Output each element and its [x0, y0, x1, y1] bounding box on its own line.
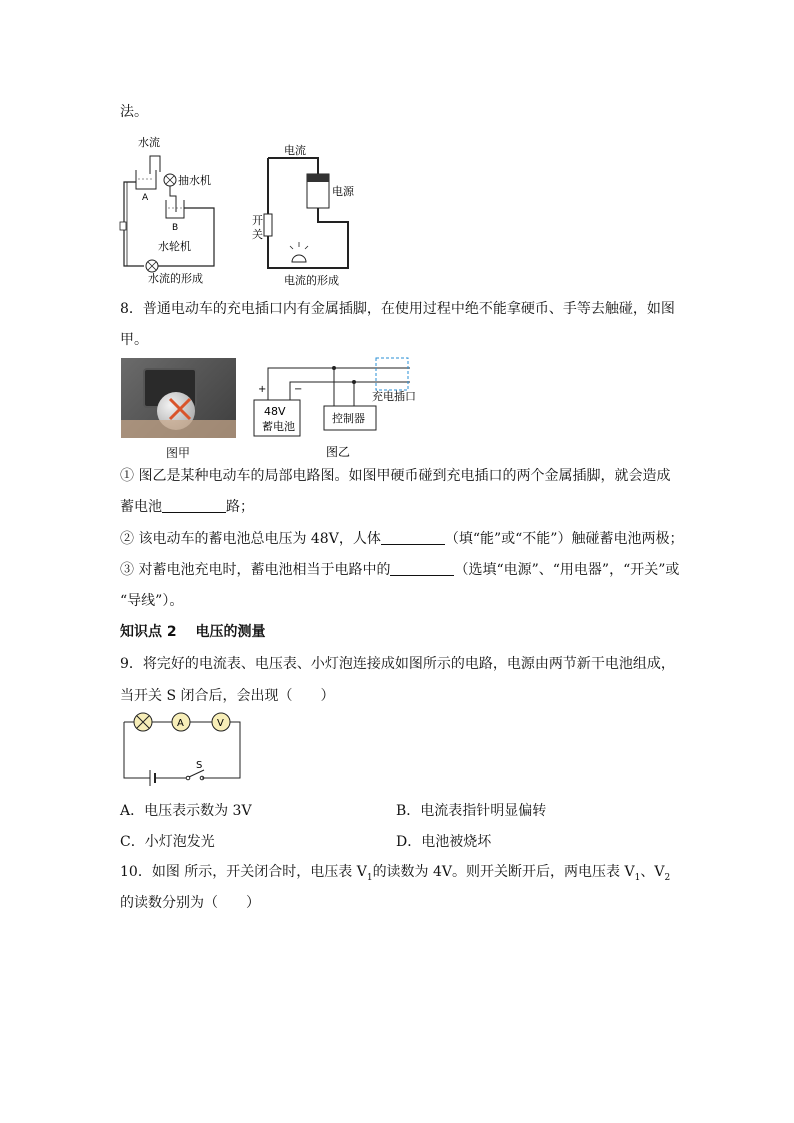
- q8-sub1-b: 蓄电池: [120, 499, 162, 515]
- current-caption: 电流的形成: [284, 274, 339, 287]
- q8-sub2-a: ② 该电动车的蓄电池总电压为 48V，人体: [120, 531, 381, 547]
- water-flow-figure: [118, 134, 254, 286]
- power-label: 电源: [332, 185, 354, 198]
- port-label: 充电插口: [372, 390, 416, 403]
- q10-sub-2: 2: [664, 872, 671, 883]
- hand-photo: [121, 420, 236, 438]
- q8-sub3: [120, 560, 679, 580]
- q8-line1: 8．普通电动车的充电插口内有金属插脚，在使用过程中绝不能拿硬币、手等去触碰，如图: [120, 301, 675, 317]
- q9-option-b[interactable]: B．电流表指针明显偏转: [396, 803, 547, 819]
- intro-tail: 法。: [120, 104, 148, 120]
- plus-label: +: [258, 384, 267, 395]
- q10-sub-1: 1: [366, 872, 373, 883]
- q9-line2: 当开关 S 闭合后，会出现（ ）: [120, 688, 335, 704]
- tank-a-label: A: [142, 193, 149, 203]
- fig-a-caption: 图甲: [166, 446, 191, 460]
- switch-icon: [264, 214, 272, 236]
- q9-option-c[interactable]: C．小灯泡发光: [120, 834, 215, 850]
- switch-label-2: 关: [252, 228, 263, 241]
- controller-label: 控制器: [332, 412, 365, 425]
- circuit-figure-q9: [120, 712, 246, 794]
- bulb-symbol-icon: [134, 713, 152, 731]
- answer-blank-3[interactable]: [390, 561, 454, 576]
- battery-label-1: 48V: [264, 405, 286, 418]
- turbine-label: 水轮机: [158, 240, 191, 253]
- q10-line1: [120, 862, 670, 888]
- q8-sub1-c: 路；: [226, 499, 254, 515]
- q8-sub1-cont: [120, 497, 254, 517]
- q9-line1: 9．将完好的电流表、电压表、小灯泡连接成如图所示的电路，电源由两节新干电池组成，: [120, 656, 675, 672]
- q10-line1-c: 、V: [640, 864, 665, 880]
- switch-symbol-icon: [186, 760, 204, 780]
- charging-port-box: [376, 358, 408, 390]
- q8-sub3-cont: “导线”）。: [120, 593, 184, 609]
- current-label: 电流: [284, 144, 306, 157]
- battery-label-2: 蓄电池: [262, 420, 295, 433]
- q9-option-d[interactable]: D．电池被烧坏: [396, 834, 492, 850]
- q8-line2: 甲。: [120, 332, 148, 348]
- q10-line1-a: 10．如图 所示，开关闭合时，电压表 V: [120, 864, 367, 880]
- fig-b-caption: 图乙: [326, 445, 351, 459]
- switch-s-label: S: [196, 760, 203, 771]
- cross-mark-icon: [167, 396, 193, 422]
- minus-label: −: [294, 384, 303, 395]
- battery-symbol-icon: [150, 770, 160, 786]
- switch-label-1: 开: [252, 214, 263, 227]
- q10-line1-b: 的读数为 4V。则开关断开后，两电压表 V: [372, 864, 635, 880]
- ammeter-icon: [172, 713, 190, 731]
- answer-blank-1[interactable]: [162, 498, 226, 513]
- voltmeter-icon: [212, 713, 230, 731]
- q8-sub3-b: （选填“电源”、“用电器”，“开关”或: [454, 562, 680, 578]
- q8-sub1: ① 图乙是某种电动车的局部电路图。如图甲硬币碰到充电插口的两个金属插脚，就会造成: [120, 468, 671, 484]
- q9-option-a[interactable]: A．电压表示数为 3V: [120, 803, 252, 819]
- tank-b-label: B: [172, 223, 179, 233]
- q10-sub-1b: 1: [634, 872, 641, 883]
- voltmeter-label: V: [217, 718, 224, 729]
- photo-figure-a: [121, 358, 236, 438]
- current-figure: [252, 140, 370, 288]
- water-flow-label: 水流: [138, 136, 160, 149]
- q8-sub2-b: （填“能”或“不能”）触碰蓄电池两极；: [444, 531, 684, 547]
- circuit-figure-b: [250, 356, 430, 462]
- section-title: 知识点 2 电压的测量: [120, 624, 266, 640]
- ammeter-label: A: [177, 718, 184, 729]
- q8-sub3-a: ③ 对蓄电池充电时，蓄电池相当于电路中的: [120, 562, 391, 578]
- answer-blank-2[interactable]: [381, 530, 445, 545]
- water-caption: 水流的形成: [148, 272, 203, 285]
- pump-label: 抽水机: [178, 174, 211, 187]
- bulb-icon: [290, 242, 308, 262]
- q8-sub2: [120, 529, 683, 549]
- q10-line2: 的读数分别为（ ）: [120, 895, 260, 911]
